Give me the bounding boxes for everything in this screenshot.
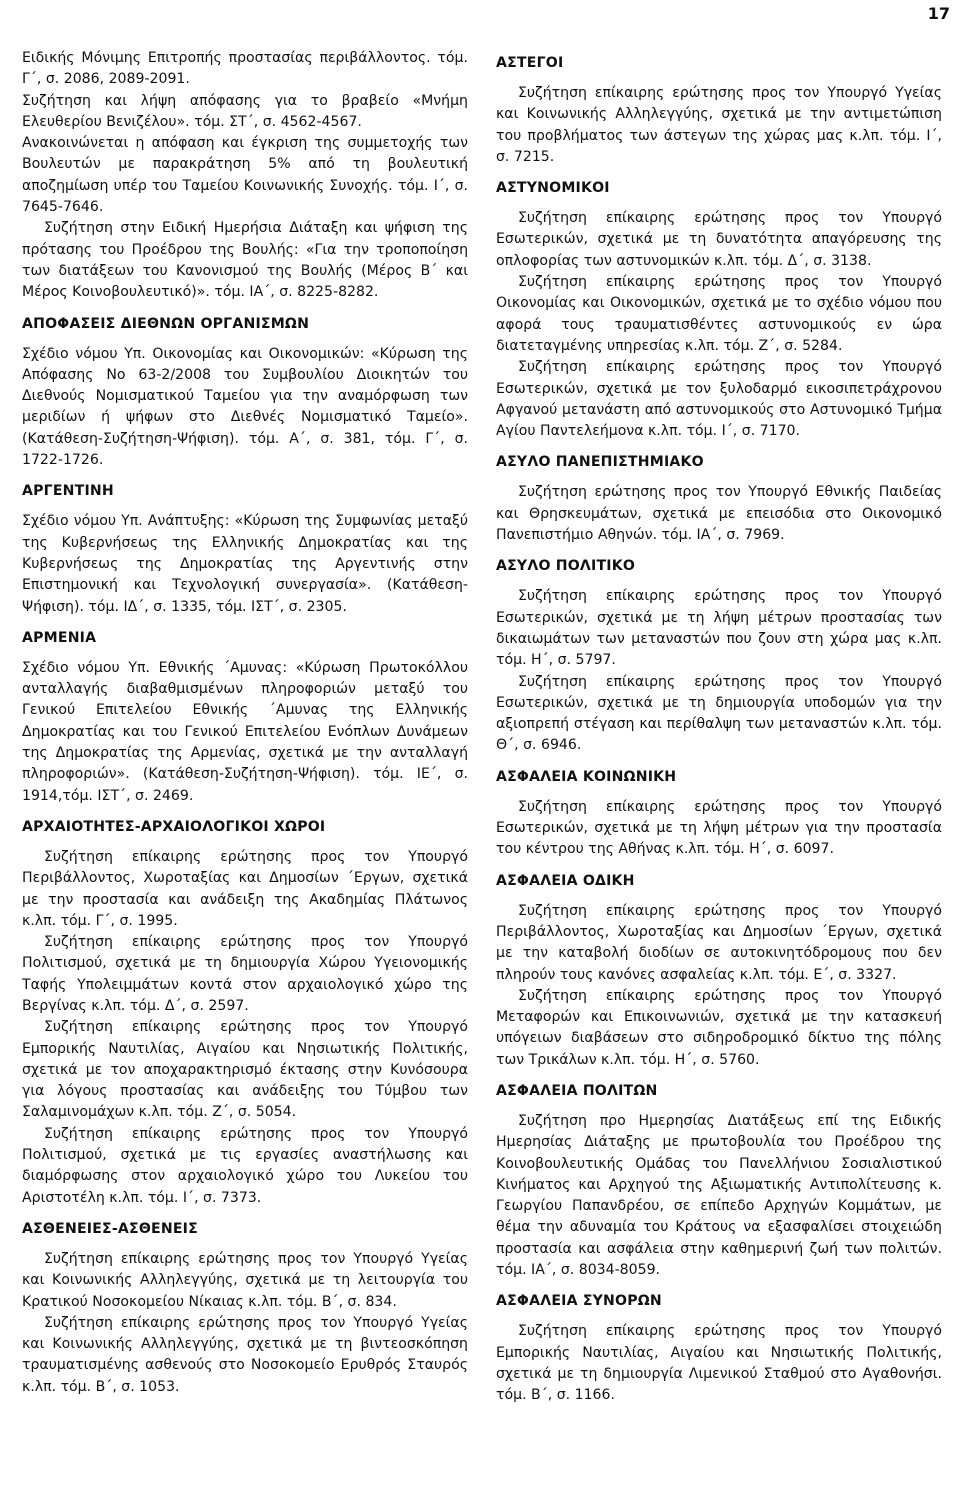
index-entry: Σχέδιο νόμου Υπ. Ανάπτυξης: «Κύρωση της Συμφωνίας μεταξύ της Κυβερνήσεως της Ελληνικής Δημοκρατίας και της Κυβερνήσεως της Δημοκρατίας της Αργεντινής στην Επιστημονική και Τεχνολογική συνεργασία». (Κατάθεση-Ψήφιση). τόμ. ΙΔ΄, σ. 1335, τόμ. ΙΣΤ΄, σ. 2305. (22, 513, 468, 615)
section-heading: ΑΣΘΕΝΕΙΕΣ-ΑΣΘΕΝΕΙΣ (22, 1220, 198, 1237)
section-heading: ΑΣΥΛΟ ΠΟΛΙΤΙΚΟ (496, 558, 636, 575)
index-entry: Συζήτηση επίκαιρης ερώτησης προς τον Υπουργό Εμπορικής Ναυτιλίας, Αιγαίου και Νησιωτικής Πολιτικής, σχετικά με τη δημιουργία Λιμενικού Σταθμού στο Αγαθονήσι. τόμ. Β΄, σ. 1166. (496, 1323, 942, 1404)
index-entry: Συζήτηση επίκαιρης ερώτησης προς τον Υπουργό Εσωτερικών, σχετικά με τη δυνατότητα απαγόρευσης της οπλοφορίας των αστυνομικών κ.λπ. τόμ. Δ΄, σ. 3138. (496, 210, 942, 269)
section-heading: ΑΣΤΥΝΟΜΙΚΟΙ (496, 180, 610, 197)
index-entry: Συζήτηση επίκαιρης ερώτησης προς τον Υπουργό Υγείας και Κοινωνικής Αλληλεγγύης, σχετικά με την αντιμετώπιση του προβλήματος των άστεγων της χώρας μας κ.λπ. τόμ. Ι΄, σ. 7215. (496, 85, 942, 165)
right-column (496, 48, 942, 1407)
index-entry: Συζήτηση επίκαιρης ερώτησης προς τον Υπουργό Εσωτερικών, σχετικά με τον ξυλοδαρμό εικοσιπετράχρονου Αφγανού μετανάστη από αστυνομικούς στο Αστυνομικό Τμήμα Αγίου Παντελεήμονα κ.λπ. τόμ. Ι΄, σ. 7170. (496, 359, 942, 440)
section-heading: ΑΣΥΛΟ ΠΑΝΕΠΙΣΤΗΜΙΑΚΟ (496, 454, 704, 471)
index-entry: Συζήτηση επίκαιρης ερώτησης προς τον Υπουργό Πολιτισμού, σχετικά με τις εργασίες αναστήλωσης και διαμόρφωσης στον αρχαιολογικό χώρο του Λυκείου του Αριστοτέλη κ.λπ. τόμ. Ι΄, σ. 7373. (22, 1125, 468, 1206)
index-entry: Σχέδιο νόμου Υπ. Εθνικής ΄Αμυνας: «Κύρωση Πρωτοκόλλου ανταλλαγής διαβαθμισμένων πληροφοριών μεταξύ του Γενικού Επιτελείου Εθνικής ΄Αμυνας της Ελληνικής Δημοκρατίας και του Γενικού Επιτελείου Ενόπλων Δυνάμεων της Δημοκρατίας της Αρμενίας, σχετικά με την ανταλλαγή πληροφοριών». (Κατάθεση-Συζήτηση-Ψήφιση). τόμ. ΙΕ΄, σ. 1914,τόμ. ΙΣΤ΄, σ. 2469. (22, 659, 468, 804)
index-entry: Συζήτηση επίκαιρης ερώτησης προς τον Υπουργό Υγείας και Κοινωνικής Αλληλεγγύης, σχετικά με τη βιντεοσκόπηση τραυματισμένης ασθενούς στο Νοσοκομείο Ερυθρός Σταυρός κ.λπ. τόμ. Β΄, σ. 1053. (22, 1314, 468, 1395)
index-entry: Συζήτηση επίκαιρης ερώτησης προς τον Υπουργό Πολιτισμού, σχετικά με τη δημιουργία Χώρου Υγειονομικής Ταφής Υπολειμμάτων κοντά στον αρχαιολογικό χώρο της Βεργίνας κ.λπ. τόμ. Δ΄, σ. 2597. (22, 934, 468, 1014)
index-entry: Ανακοινώνεται η απόφαση και έγκριση της συμμετοχής των Βουλευτών με παρακράτηση 5% από τη βουλευτική αποζημίωση υπέρ του Ταμείου Κοινωνικής Συνοχής. τόμ. Ι΄, σ. 7645-7646. (22, 135, 468, 216)
section-heading: ΑΡΜΕΝΙΑ (22, 629, 97, 646)
index-entry: Συζήτηση στην Ειδική Ημερήσια Διάταξη και ψήφιση της πρότασης του Προέδρου της Βουλής: «Για την τροποποίηση των διατάξεων του Κανονισμού της Βουλής (Μέρος Β΄ και Μέρος Κοινοβουλευτικό)». τόμ. ΙΑ΄, σ. 8225-8282. (22, 220, 468, 301)
left-column (22, 48, 468, 1407)
page-number: 17 (927, 4, 950, 23)
section-heading: ΑΣΤΕΓΟΙ (496, 55, 564, 71)
index-entry: Συζήτηση επίκαιρης ερώτησης προς τον Υπουργό Εσωτερικών, σχετικά με τη δημιουργία υποδομών για την αξιοπρεπή στέγαση και περίθαλψη των μεταναστών κ.λπ. τόμ. Θ΄, σ. 6946. (496, 673, 942, 754)
index-entry: Συζήτηση επίκαιρης ερώτησης προς τον Υπουργό Περιβάλλοντος, Χωροταξίας και Δημοσίων ΄Εργων, σχετικά με την καταβολή διοδίων σε αυτοκινητόδρομους που δεν πληρούν τους κανόνες ασφαλείας κ.λπ. τόμ. Ε΄, σ. 3327. (496, 902, 942, 983)
section-heading: ΑΠΟΦΑΣΕΙΣ ΔΙΕΘΝΩΝ ΟΡΓΑΝΙΣΜΩΝ (22, 315, 310, 332)
section-heading: ΑΣΦΑΛΕΙΑ ΟΔΙΚΗ (496, 872, 635, 889)
index-entry: Συζήτηση επίκαιρης ερώτησης προς τον Υπουργό Περιβάλλοντος, Χωροταξίας και Δημοσίων ΄Εργων, σχετικά με την προστασία και ανάδειξη της Ακαδημίας Πλάτωνος κ.λπ. τόμ. Γ΄, σ. 1995. (22, 848, 468, 929)
index-columns (22, 48, 942, 1407)
index-entry: Συζήτηση προ Ημερησίας Διατάξεως επί της Ειδικής Ημερησίας Διάταξης με πρωτοβουλία του Προέδρου της Κοινοβουλευτικής Ομάδας του Πανελλήνιου Σοσιαλιστικού Κινήματος και Αρχηγού της Αξιωματικής Αντιπολίτευσης κ. Γεωργίου Παπανδρέου, σε επίπεδο Αρχηγών Κομμάτων, με θέμα την αδυναμία του Κράτους να εξασφαλίσει στοιχειώδη προστασία και ασφάλεια στην καθημερινή ζωή των πολιτών. τόμ. ΙΑ΄, σ. 8034-8059. (496, 1112, 942, 1279)
section-heading: ΑΣΦΑΛΕΙΑ ΣΥΝΟΡΩΝ (496, 1293, 662, 1310)
index-entry: Συζήτηση επίκαιρης ερώτησης προς τον Υπουργό Εσωτερικών, σχετικά με τη λήψη μέτρων για την προστασία του κέντρου της Αθήνας κ.λπ. τόμ. Η΄, σ. 6097. (496, 798, 942, 858)
section-heading: ΑΡΓΕΝΤΙΝΗ (22, 483, 114, 500)
index-entry: Συζήτηση επίκαιρης ερώτησης προς τον Υπουργό Εσωτερικών, σχετικά με τη λήψη μέτρων προστασίας των δικαιωμάτων των μεταναστών που ζουν στη χώρα μας κ.λπ. τόμ. Η΄, σ. 5797. (496, 588, 942, 669)
index-entry: Συζήτηση επίκαιρης ερώτησης προς τον Υπουργό Εμπορικής Ναυτιλίας, Αιγαίου και Νησιωτικής Πολιτικής, σχετικά με τον αποχαρακτηρισμό έκτασης στην Κυνόσουρα για λόγους προστασίας και ανάδειξης του Τύμβου των Σαλαμινομάχων κ.λπ. τόμ. Ζ΄, σ. 5054. (22, 1019, 468, 1121)
index-entry: Σχέδιο νόμου Υπ. Οικονομίας και Οικονομικών: «Κύρωση της Απόφασης Νο 63-2/2008 του Συμβουλίου Διοικητών του Διεθνούς Νομισματικού Ταμείου για την αναμόρφωση των μεριδίων ή ψήφων στο Διεθνές Νομισματικό Ταμείο». (Κατάθεση-Συζήτηση-Ψήφιση). τόμ. Α΄, σ. 381, τόμ. Γ΄, σ. 1722-1726. (22, 345, 468, 469)
index-entry: Συζήτηση και λήψη απόφασης για το βραβείο «Μνήμη Ελευθερίου Βενιζέλου». τόμ. ΣΤ΄, σ. 4562-4567. (22, 92, 468, 130)
index-entry: Συζήτηση ερώτησης προς τον Υπουργό Εθνικής Παιδείας και Θρησκευμάτων, σχετικά με επεισόδια στο Οικονομικό Πανεπιστήμιο Αθηνών. τόμ. ΙΑ΄, σ. 7969. (496, 484, 942, 544)
section-heading: ΑΡΧΑΙΟΤΗΤΕΣ-ΑΡΧΑΙΟΛΟΓΙΚΟΙ ΧΩΡΟΙ (22, 818, 326, 835)
index-entry: Ειδικής Μόνιμης Επιτροπής προστασίας περιβάλλοντος. τόμ. Γ΄, σ. 2086, 2089-2091. (22, 50, 468, 88)
index-entry: Συζήτηση επίκαιρης ερώτησης προς τον Υπουργό Υγείας και Κοινωνικής Αλληλεγγύης, σχετικά με τη λειτουργία του Κρατικού Νοσοκομείου Νίκαιας κ.λπ. τόμ. Β΄, σ. 834. (22, 1250, 468, 1310)
index-entry: Συζήτηση επίκαιρης ερώτησης προς τον Υπουργό Οικονομίας και Οικονομικών, σχετικά με το σχέδιο νόμου που αφορά τους τραυματισθέντες αστυνομικούς εν ώρα διατεταγμένης υπηρεσίας κ.λπ. τόμ. Ζ΄, σ. 5284. (496, 274, 942, 354)
section-heading: ΑΣΦΑΛΕΙΑ ΠΟΛΙΤΩΝ (496, 1082, 658, 1099)
section-heading: ΑΣΦΑΛΕΙΑ ΚΟΙΝΩΝΙΚΗ (496, 768, 677, 785)
index-entry: Συζήτηση επίκαιρης ερώτησης προς τον Υπουργό Μεταφορών και Επικοινωνιών, σχετικά με την κατασκευή υπόγειων διαβάσεων στο σιδηροδρομικό δίκτυο της πόλης των Τρικάλων κ.λπ. τόμ. Η΄, σ. 5760. (496, 987, 942, 1068)
